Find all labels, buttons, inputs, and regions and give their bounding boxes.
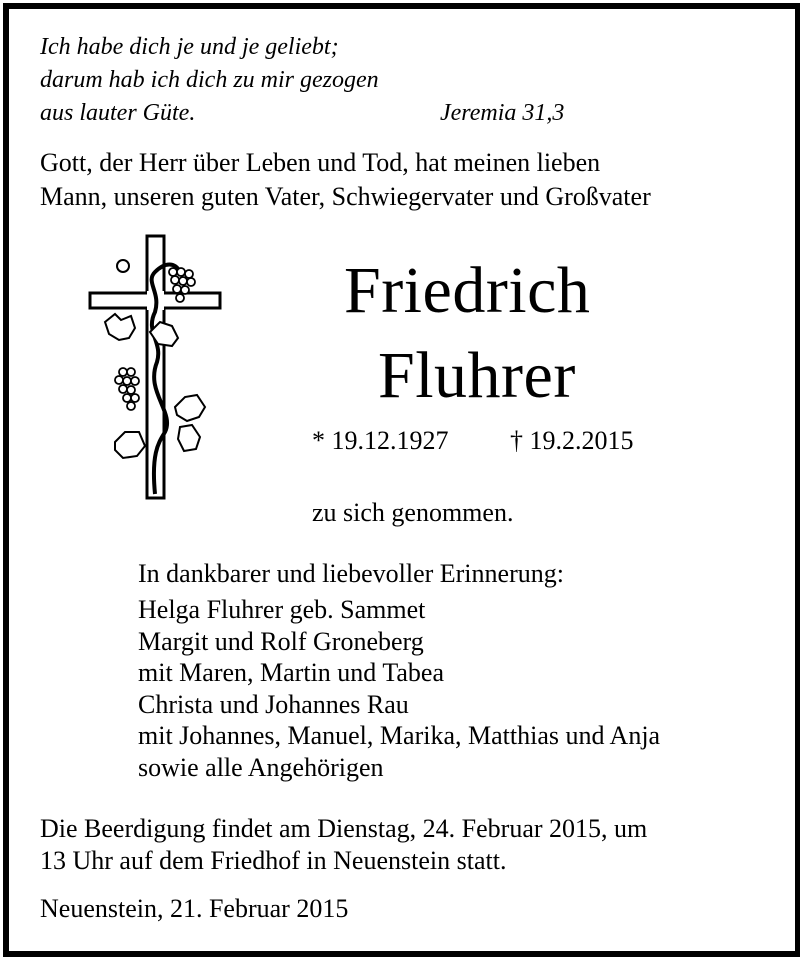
remembrance-heading: In dankbarer und liebevoller Erinnerung: — [138, 559, 564, 588]
birth-date: * 19.12.1927 — [312, 426, 449, 455]
place-date: Neuenstein, 21. Februar 2015 — [40, 894, 349, 923]
deceased-first-name: Friedrich — [344, 254, 591, 327]
intro-line: Mann, unseren guten Vater, Schwiegervater und Großvater — [40, 182, 651, 211]
verse-reference: Jeremia 31,3 — [440, 100, 565, 126]
verse-line: aus lauter Güte. — [40, 100, 196, 126]
cross-with-grapevine-icon — [85, 232, 225, 502]
mourner: Christa und Johannes Rau — [138, 689, 409, 719]
mourner: mit Johannes, Manuel, Marika, Matthias und Anja — [138, 721, 661, 750]
taken-text: zu sich genommen. — [312, 498, 514, 527]
mourner: mit Maren, Martin und Tabea — [138, 658, 445, 687]
funeral-line: 13 Uhr auf dem Friedhof in Neuenstein statt. — [40, 846, 507, 875]
funeral-line: Die Beerdigung findet am Dienstag, 24. Februar 2015, um — [40, 814, 648, 843]
mourner: sowie alle Angehörigen — [138, 752, 384, 782]
death-date: † 19.2.2015 — [510, 426, 634, 455]
mourner: Margit und Rolf Groneberg — [138, 626, 424, 656]
verse-line: darum hab ich dich zu mir gezogen — [40, 67, 379, 93]
verse-line: Ich habe dich je und je geliebt; — [40, 34, 339, 60]
intro-line: Gott, der Herr über Leben und Tod, hat meinen lieben — [40, 148, 601, 177]
mourner: Helga Fluhrer geb. Sammet — [138, 595, 426, 624]
deceased-last-name: Fluhrer — [378, 339, 576, 412]
mourners-list — [138, 594, 660, 783]
